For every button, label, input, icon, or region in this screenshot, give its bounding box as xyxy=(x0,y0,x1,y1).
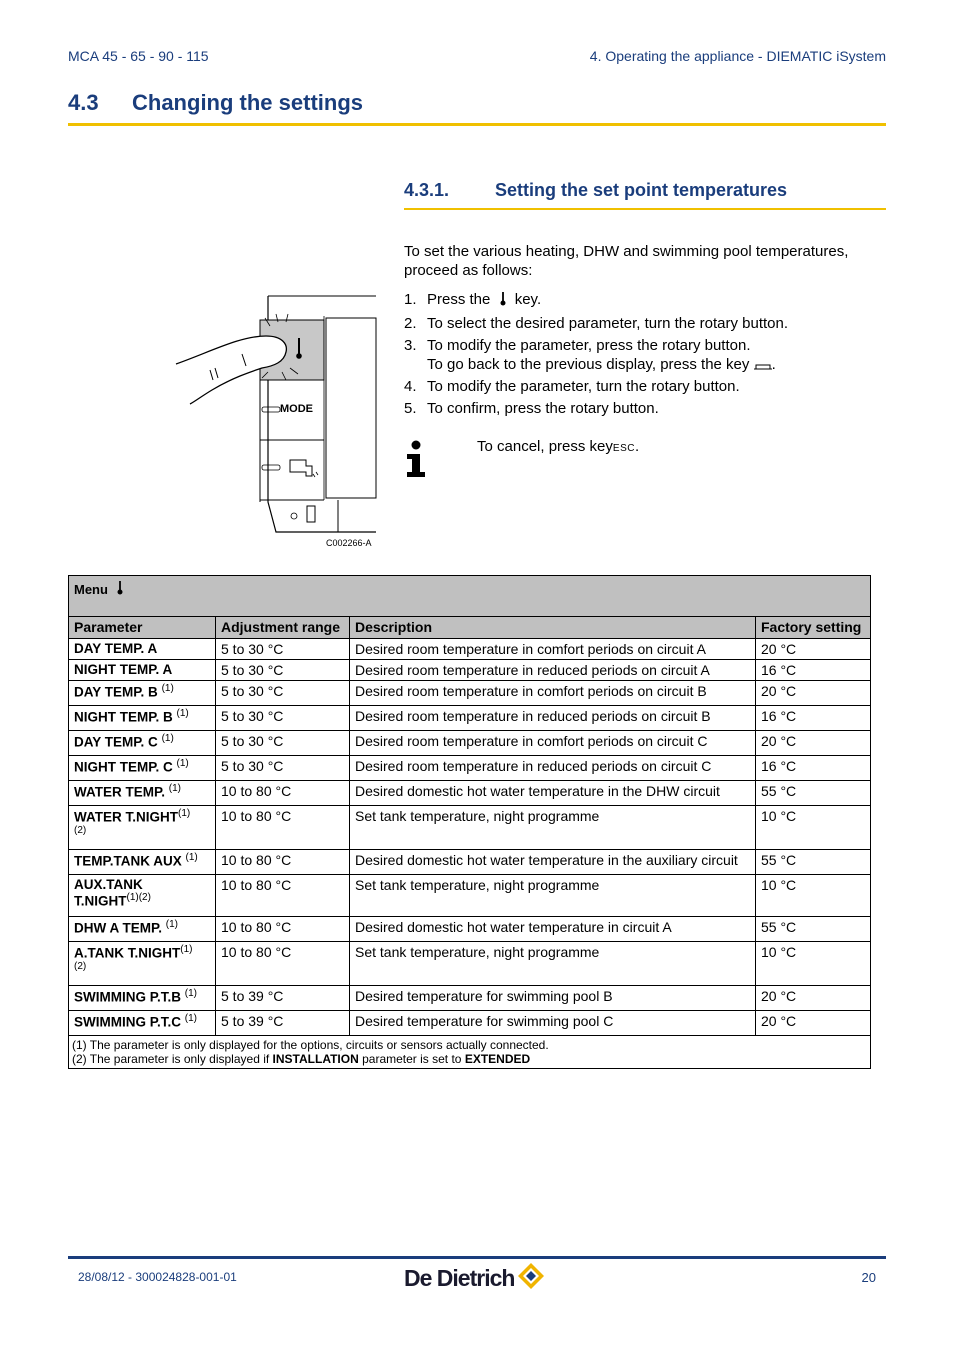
col-header: Description xyxy=(350,617,756,639)
thermometer-icon xyxy=(499,291,507,311)
subsection-title-text: Setting the set point temperatures xyxy=(495,180,788,200)
footnote-2: (2) The parameter is only displayed if INSTALLATION parameter is set to EXTENDED xyxy=(72,1052,531,1066)
thermometer-icon xyxy=(112,582,124,597)
table-row: DHW A TEMP. $^{(1)}$ 10 to 80 °C Desired domestic hot water temperature in circuit A 55 °C xyxy=(69,917,871,942)
intro-paragraph: To set the various heating, DHW and swimming pool temperatures, proceed as follows: xyxy=(404,243,849,279)
col-header: Adjustment range xyxy=(216,617,350,639)
step-item: 3. To modify the parameter, press the rotary button. To go back to the previous display, press the key . xyxy=(404,337,776,373)
finger-press-illustration xyxy=(170,292,380,550)
header-right: 4. Operating the appliance - DIEMATIC iSystem xyxy=(589,48,886,64)
table-row: WATER TEMP. $^{(1)}$ 10 to 80 °C Desired domestic hot water temperature in the DHW circuit 55 °C xyxy=(69,781,871,806)
footer-doc-ref: 28/08/12 - 300024828-001-01 xyxy=(78,1270,237,1284)
page-number: 20 xyxy=(861,1270,876,1285)
info-icon xyxy=(404,440,428,478)
mode-label: MODE xyxy=(280,403,313,415)
table-row: WATER T.NIGHT$^{(1)}$ $^{(2)}$ 10 to 80 °C Set tank temperature, night programme 10 °C xyxy=(69,806,871,850)
section-title xyxy=(68,90,886,126)
section-number: 4.3 xyxy=(68,90,99,115)
header-left: MCA 45 - 65 - 90 - 115 xyxy=(68,48,209,64)
footnote-1: (1) The parameter is only displayed for the options, circuits or sensors actually connected. xyxy=(72,1038,549,1052)
table-row: DAY TEMP. A 5 to 30 °C Desired room temperature in comfort periods on circuit A 20 °C xyxy=(69,639,871,660)
back-key-icon xyxy=(754,356,772,373)
table-menu-row xyxy=(69,576,871,617)
brand-logo xyxy=(404,1261,546,1295)
step-item: 2. To select the desired parameter, turn the rotary button. xyxy=(404,315,789,332)
table-row: SWIMMING P.T.C $^{(1)}$ 5 to 39 °C Desired temperature for swimming pool C 20 °C xyxy=(69,1011,871,1036)
footer-rule xyxy=(68,1256,886,1259)
control-panel-figure xyxy=(170,292,380,550)
section-title-text: Changing the settings xyxy=(132,90,363,115)
table-header-row xyxy=(69,617,871,639)
step-item: 1. Press the key. xyxy=(404,290,886,311)
subsection-number: 4.3.1. xyxy=(404,180,450,200)
col-header: Parameter xyxy=(69,617,216,639)
table-row: DAY TEMP. C $^{(1)}$ 5 to 30 °C Desired room temperature in comfort periods on circuit C 20 °C xyxy=(69,731,871,756)
step-item: 4. To modify the parameter, turn the rotary button. xyxy=(404,378,740,395)
table-row: AUX.TANK $T.NIGHT^{(1)(2)}$ 10 to 80 °C Set tank temperature, night programme 10 °C xyxy=(69,875,871,917)
table-footnotes xyxy=(69,1036,871,1069)
esc-key-label: ESC xyxy=(612,443,635,454)
brand-name: De Dietrich xyxy=(404,1264,515,1291)
table-row: DAY TEMP. B $^{(1)}$ 5 to 30 °C Desired room temperature in comfort periods on circuit B 20 °C xyxy=(69,681,871,706)
info-note: To cancel, press keyESC. xyxy=(477,438,640,455)
table-row: A.TANK T.NIGHT$^{(1)}$ $^{(2)}$ 10 to 80 °C Set tank temperature, night programme 10 °C xyxy=(69,942,871,986)
diamond-logo-icon xyxy=(514,1261,546,1296)
table-row: NIGHT TEMP. C $^{(1)}$ 5 to 30 °C Desired room temperature in reduced periods on circuit C 16 °C xyxy=(69,756,871,781)
table-row: NIGHT TEMP. B $^{(1)}$ 5 to 30 °C Desired room temperature in reduced periods on circuit B 16 °C xyxy=(69,706,871,731)
subsection-title xyxy=(404,180,886,210)
figure-ref: C002266-A xyxy=(326,538,372,548)
table-row: NIGHT TEMP. A 5 to 30 °C Desired room temperature in reduced periods on circuit A 16 °C xyxy=(69,660,871,681)
col-header: Factory setting xyxy=(756,617,871,639)
settings-table xyxy=(68,575,871,1069)
menu-label: Menu xyxy=(74,582,108,597)
table-row: TEMP.TANK AUX $^{(1)}$ 10 to 80 °C Desired domestic hot water temperature in the auxiliary circuit 55 °C xyxy=(69,850,871,875)
step-item: 5. To confirm, press the rotary button. xyxy=(404,400,659,417)
table-row: SWIMMING P.T.B $^{(1)}$ 5 to 39 °C Desired temperature for swimming pool B 20 °C xyxy=(69,986,871,1011)
steps-list xyxy=(404,290,886,421)
